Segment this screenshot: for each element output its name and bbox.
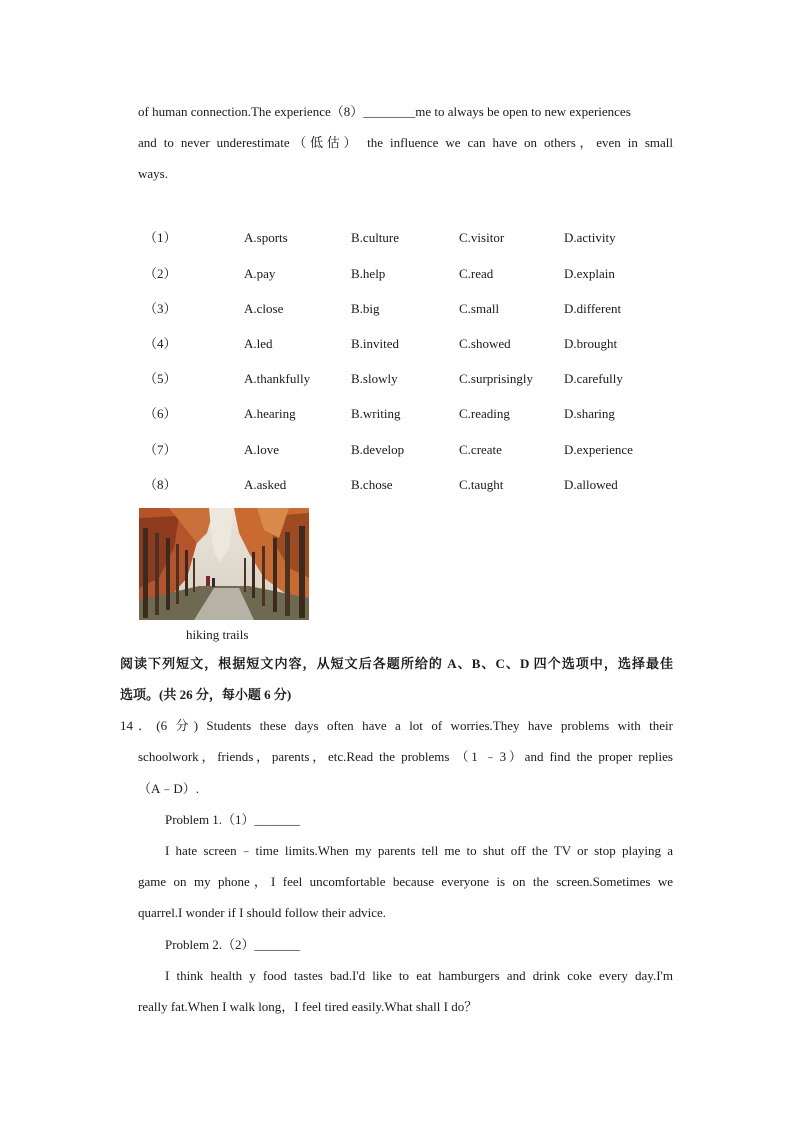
passage-line: and to never underestimate（低估） the influence we can have on others，even in small [138, 135, 673, 150]
question-14-stem: （A﹣D）. [138, 781, 200, 796]
question-14-stem: schoolwork，friends，parents，etc.Read the problems （1 ﹣3）and find the proper replies [138, 749, 673, 764]
option-b: B.writing [351, 406, 401, 421]
option-c: C.reading [459, 406, 510, 421]
option-a: A.led [244, 336, 273, 351]
option-d: D.allowed [564, 477, 618, 492]
option-b: B.culture [351, 230, 400, 245]
option-c: C.create [459, 442, 502, 457]
option-b: B.big [351, 301, 380, 316]
question-number: （1） [144, 230, 177, 245]
problem-2-text: really fat.When I walk long，I feel tired easily.What shall I do？ [138, 999, 478, 1014]
question-number: （4） [144, 336, 177, 351]
option-d: D.explain [564, 266, 615, 281]
section-instruction: 选项。(共 26 分，每小题 6 分) [120, 687, 292, 702]
question-number: （8） [144, 477, 177, 492]
option-c: C.taught [459, 477, 504, 492]
section-instruction: 阅读下列短文，根据短文内容，从短文后各题所给的 A、B、C、D 四个选项中，选择最佳 [120, 656, 673, 671]
option-b: B.help [351, 266, 386, 281]
problem-1-label: Problem 1.（1）_______ [165, 812, 301, 827]
option-d: D.activity [564, 230, 616, 245]
problem-2-text: I think health y food tastes bad.I'd like to eat hamburgers and drink coke every day.I'm [165, 968, 673, 983]
option-d: D.different [564, 301, 622, 316]
question-number: （3） [144, 301, 177, 316]
option-a: A.asked [244, 477, 287, 492]
question-number: （5） [144, 371, 177, 386]
option-b: B.chose [351, 477, 393, 492]
passage-line: of human connection.The experience（8）________me to always be open to new experiences [138, 104, 631, 119]
question-number: （6） [144, 406, 177, 421]
option-c: C.small [459, 301, 500, 316]
option-a: A.pay [244, 266, 276, 281]
option-b: B.develop [351, 442, 405, 457]
option-a: A.sports [244, 230, 288, 245]
option-c: C.visitor [459, 230, 505, 245]
hiking-trail-photo [139, 508, 309, 620]
question-number: （2） [144, 266, 177, 281]
option-a: A.thankfully [244, 371, 311, 386]
option-c: C.read [459, 266, 494, 281]
image-caption: hiking trails [186, 627, 249, 642]
option-d: D.carefully [564, 371, 623, 386]
problem-1-text: game on my phone，I feel uncomfortable because everyone is on the screen.Sometimes we [138, 874, 673, 889]
question-number: （7） [144, 442, 177, 457]
problem-1-text: quarrel.I wonder if I should follow their advice. [138, 905, 387, 920]
problem-2-label: Problem 2.（2）_______ [165, 937, 301, 952]
option-d: D.experience [564, 442, 633, 457]
option-d: D.sharing [564, 406, 615, 421]
option-a: A.love [244, 442, 280, 457]
option-a: A.close [244, 301, 284, 316]
passage-line: ways. [138, 166, 168, 181]
option-d: D.brought [564, 336, 618, 351]
option-b: B.invited [351, 336, 400, 351]
option-c: C.showed [459, 336, 511, 351]
option-b: B.slowly [351, 371, 398, 386]
option-a: A.hearing [244, 406, 296, 421]
question-14-stem: 14．(6 分) Students these days often have a lot of worries.They have problems with their [120, 718, 673, 733]
option-c: C.surprisingly [459, 371, 534, 386]
problem-1-text: I hate screen﹣time limits.When my parents tell me to shut off the TV or stop playing a [165, 843, 673, 858]
